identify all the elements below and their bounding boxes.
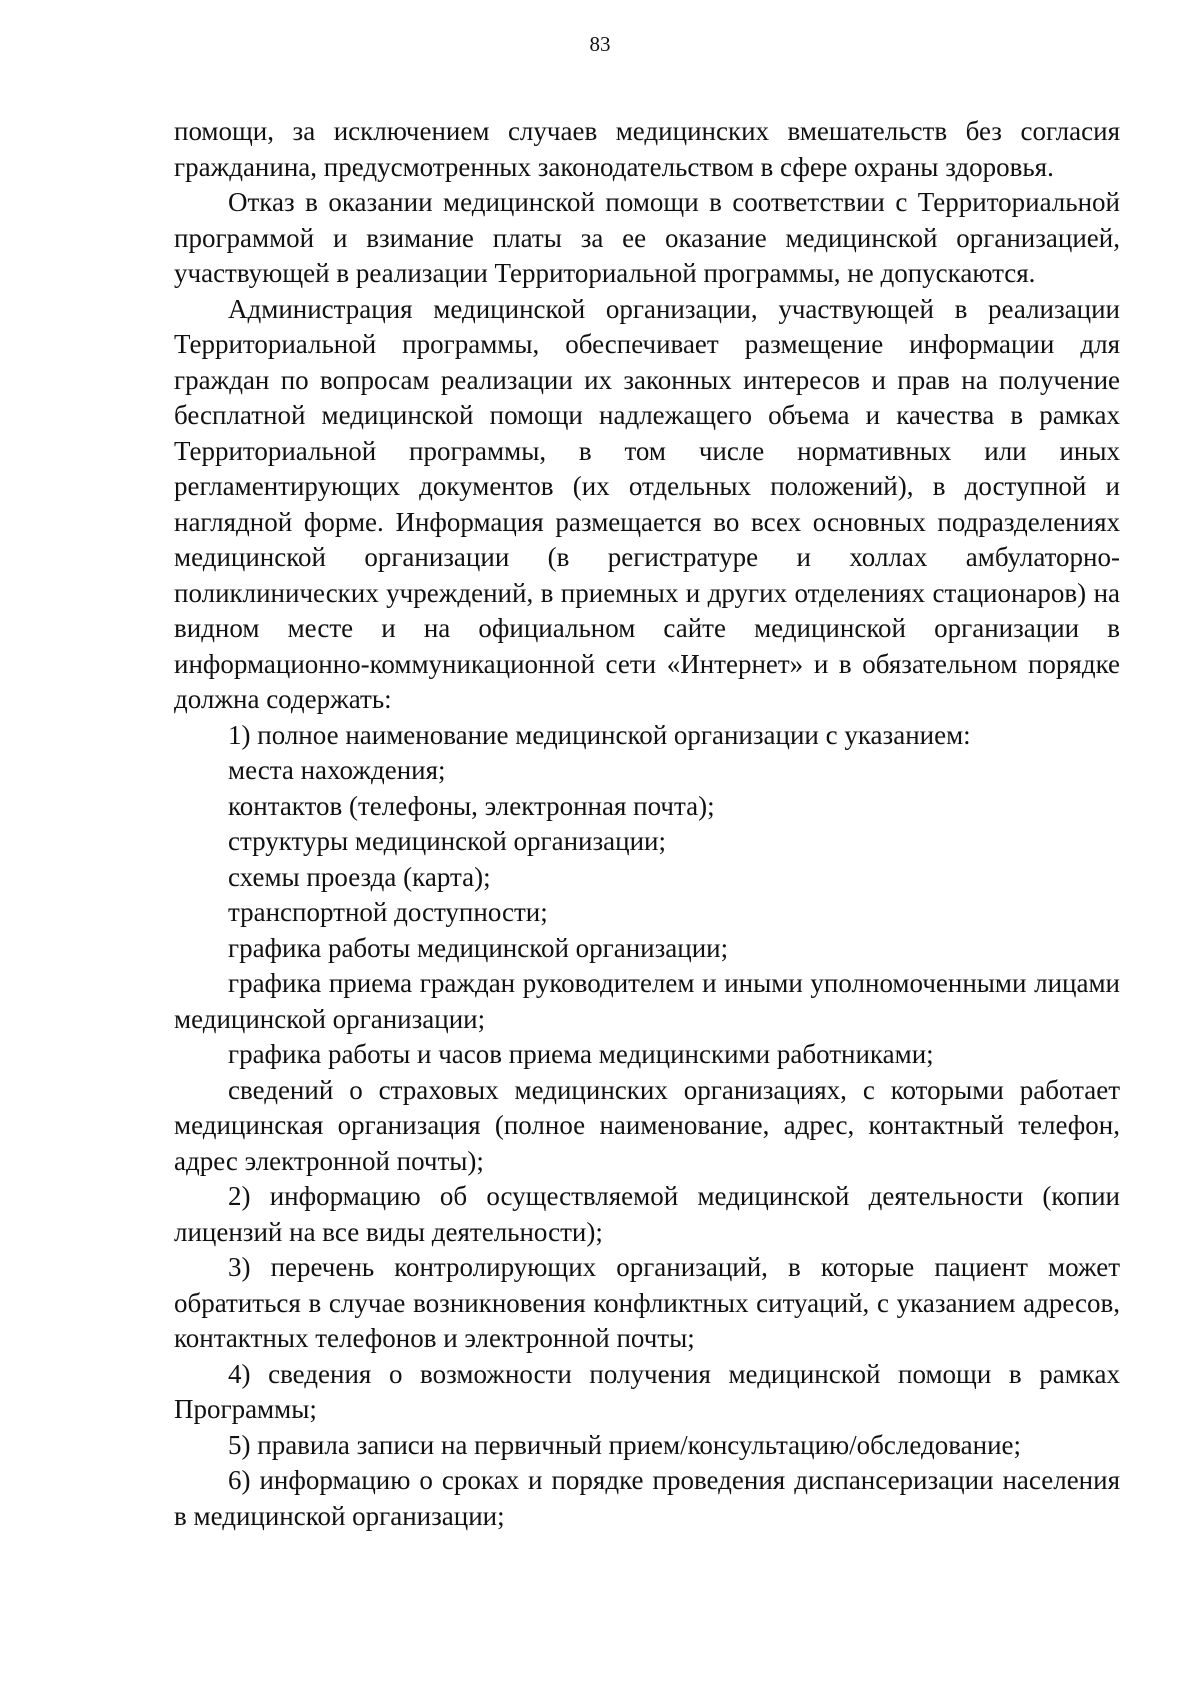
list-subitem: структуры медицинской организации; [228,826,666,856]
list-subitem: графика работы медицинской организации; [228,932,729,963]
list-subitem: схемы проезда (карта); [228,861,491,892]
paragraph: Отказ в оказании медицинской помощи в соответствии с Территориальной программой и взимание платы за ее оказание медицинской организацией, участвующей в реализации Территориальной программы, не допускаются. [174,187,1120,288]
list-subitem: транспортной доступности; [228,897,548,927]
body-text [174,114,1120,1534]
list-item: 4) сведения о возможности получения медицинской помощи в рамках Программы; [174,1358,1120,1424]
list-item: 1) полное наименование медицинской организации с указанием: [228,719,971,750]
list-item: 2) информацию об осуществляемой медицинской деятельности (копии лицензий на все виды деятельности); [174,1181,1120,1247]
list-subitem: контактов (телефоны, электронная почта); [228,790,715,821]
paragraph: Администрация медицинской организации, участвующей в реализации Территориальной программы, обеспечивает размещение информации для граждан по вопросам реализации их законных интересов и прав на получение бесплатной медицинской помощи надлежащего объема и качества в рамках Территориальной программы, в том числе нормативных или иных регламентирующих документов (их отдельных положений), в доступной и наглядной форме. Информация размещается во всех основных подразделениях медицинской организации (в регистратуре и холлах амбулаторно-поликлинических учреждений, в приемных и других отделениях стационаров) на видном месте и на официальном сайте медицинской организации в информационно-коммуникационной сети «Интернет» и в обязательном порядке должна содержать: [174,293,1120,714]
list-subitem: графика приема граждан руководителем и иными уполномоченными лицами медицинской организации; [174,968,1120,1034]
list-subitem: места нахождения; [228,755,446,785]
list-item: 6) информацию о сроках и порядке проведения диспансеризации населения в медицинской организации; [174,1465,1120,1531]
paragraph: помощи, за исключением случаев медицинских вмешательств без согласия гражданина, предусмотренных законодательством в сфере охраны здоровья. [174,116,1120,182]
list-subitem: графика работы и часов приема медицинскими работниками; [228,1039,934,1069]
page-number: 83 [589,32,611,56]
list-item: 5) правила записи на первичный прием/консультацию/обследование; [228,1429,1022,1460]
list-subitem: сведений о страховых медицинских организациях, с которыми работает медицинская организация (полное наименование, адрес, контактный телефон, адрес электронной почты); [174,1074,1120,1176]
list-item: 3) перечень контролирующих организаций, в которые пациент может обратиться в случае возникновения конфликтных ситуаций, с указанием адресов, контактных телефонов и электронной почты; [174,1252,1120,1353]
